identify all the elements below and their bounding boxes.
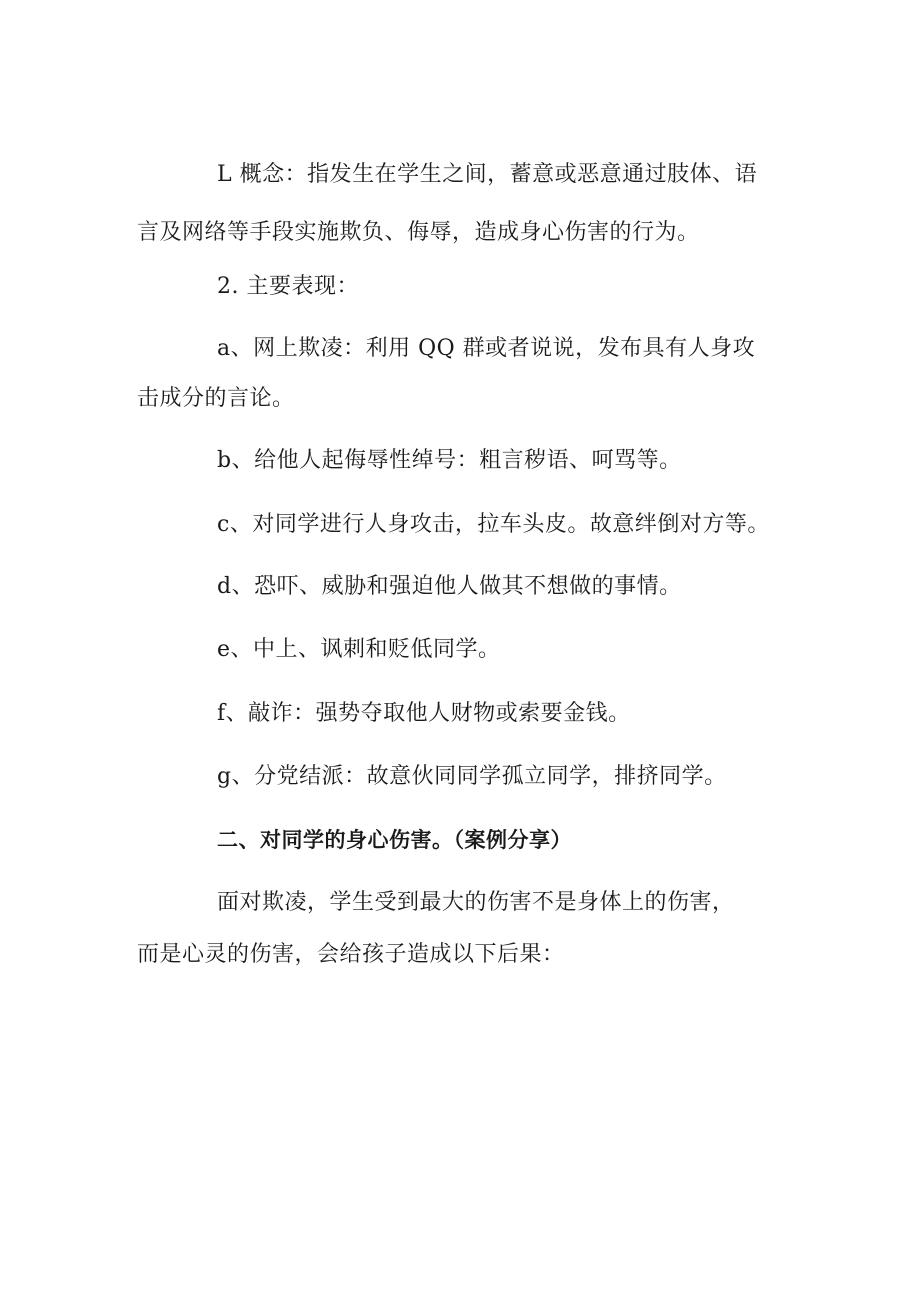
text-line: L 概念：指发生在学生之间，蓄意或恶意通过肢体、语 <box>217 162 758 187</box>
text-line: 击成分的言论。 <box>137 386 295 411</box>
text-line: d、恐吓、威胁和强迫他人做其不想做的事情。 <box>217 574 682 599</box>
paragraph-item-b <box>137 436 797 486</box>
text-line: e、中上、讽刺和贬低同学。 <box>217 637 501 662</box>
text-line: 面对欺凌，学生受到最大的伤害不是身体上的伤害， <box>217 890 735 915</box>
paragraph-item-g <box>137 752 797 802</box>
text-line: g、分党结派：故意伙同同学孤立同学，排挤同学。 <box>217 764 727 789</box>
text-line: 而是心灵的伤害，会给孩子造成以下后果： <box>137 942 565 967</box>
text-line: 言及网络等手段实施欺负、侮辱，造成身心伤害的行为。 <box>137 220 700 245</box>
text-line: 2. 主要表现： <box>217 274 359 299</box>
text-line: b、给他人起侮辱性绰号：粗言秽语、呵骂等。 <box>217 448 682 473</box>
section-heading-harm <box>137 815 797 865</box>
paragraph-concept <box>137 150 797 258</box>
paragraph-item-c <box>137 500 837 550</box>
paragraph-item-f <box>137 689 797 739</box>
text-line: c、对同学进行人身攻击，拉车头皮。故意绊倒对方等。 <box>217 512 770 537</box>
heading-text: 二、对同学的身心伤害。（案例分享） <box>217 828 572 852</box>
paragraph-main-manifestations <box>137 262 797 312</box>
paragraph-consequences <box>137 878 797 980</box>
paragraph-item-e <box>137 625 797 675</box>
paragraph-item-d <box>137 562 797 612</box>
paragraph-item-a <box>137 324 797 424</box>
text-line: a、网上欺凌：利用 QQ 群或者说说，发布具有人身攻 <box>217 336 756 361</box>
text-line: f、敲诈：强势夺取他人财物或索要金钱。 <box>217 701 631 726</box>
